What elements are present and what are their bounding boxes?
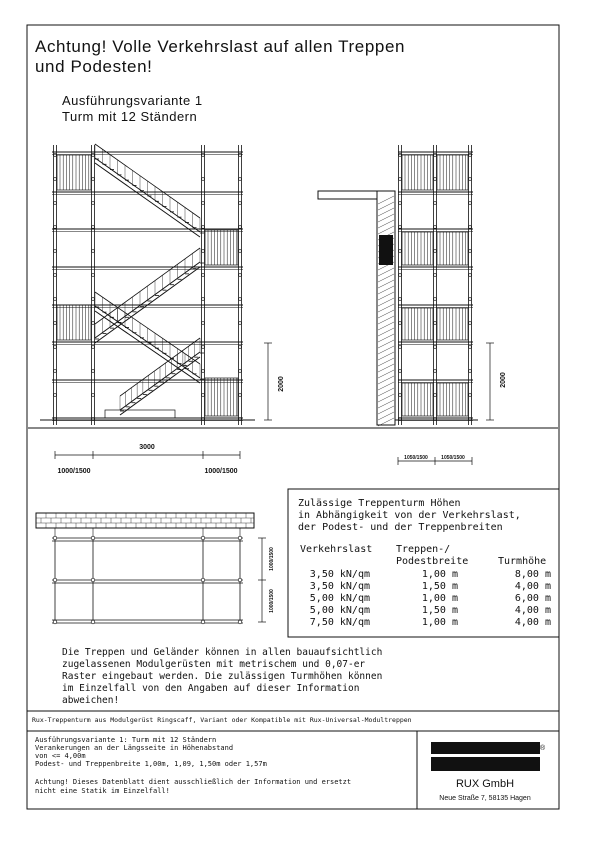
rosette	[92, 178, 95, 181]
stair-stringer	[120, 357, 200, 415]
guardrail-panel	[205, 378, 238, 416]
rosette	[202, 250, 205, 253]
rosette	[92, 370, 95, 373]
rosette	[54, 274, 57, 277]
guardrail-panel	[57, 155, 91, 190]
plan-node	[53, 536, 57, 540]
wall-opening	[379, 235, 393, 265]
plan-node	[201, 578, 205, 582]
guardrail-panel	[437, 308, 468, 340]
rosette	[202, 202, 205, 205]
guardrail-panel	[437, 155, 468, 190]
rosette	[239, 322, 242, 325]
rosette	[92, 346, 95, 349]
rosette	[434, 298, 437, 301]
rosette	[469, 226, 472, 229]
front-width-dimension	[55, 451, 240, 459]
rosette	[434, 370, 437, 373]
rosette	[434, 322, 437, 325]
rosette	[202, 226, 205, 229]
plan-node	[91, 620, 95, 624]
company-name: RUX GmbH	[455, 778, 515, 790]
plan-node	[91, 578, 95, 582]
heights-row-width: 1,00 m	[421, 617, 458, 628]
rosette	[202, 274, 205, 277]
plan-view	[36, 513, 254, 624]
plan-node	[238, 578, 242, 582]
rosette	[399, 178, 402, 181]
guardrail-panel	[402, 308, 433, 340]
building-wall	[318, 191, 395, 426]
plan-depth-label-b: 1000/1500	[269, 547, 275, 571]
heights-row-height: 8,00 m	[514, 569, 551, 580]
footer-note-line: Verankerungen an der Längsseite in Höhenabstand	[35, 744, 234, 752]
variant-title-line2: Turm mit 12 Ständern	[62, 109, 198, 124]
rosette	[434, 346, 437, 349]
info-text-line: abweichen!	[62, 695, 120, 706]
company-address: Neue Straße 7, 58135 Hagen	[439, 795, 531, 802]
rosette	[239, 370, 242, 373]
rosette	[54, 250, 57, 253]
heights-row-height: 4,00 m	[514, 581, 551, 592]
footer-note-line: von <= 4,00m	[35, 752, 86, 760]
footer-disclaimer-line: nicht eine Statik im Einzelfall!	[35, 787, 170, 795]
heights-col-width-header-line2: Podestbreite	[396, 556, 469, 567]
rosette	[92, 250, 95, 253]
rosette	[239, 226, 242, 229]
landing-deck	[105, 410, 175, 418]
rosette	[469, 202, 472, 205]
heights-row-height: 6,00 m	[514, 593, 551, 604]
rosette	[434, 250, 437, 253]
rosette	[434, 202, 437, 205]
rosette	[399, 226, 402, 229]
heights-row-load: 5,00 kN/qm	[309, 593, 370, 604]
rosette	[239, 274, 242, 277]
rosette	[399, 250, 402, 253]
heights-box-title-line2: in Abhängigkeit von der Verkehrslast,	[298, 510, 521, 521]
rosette	[202, 370, 205, 373]
warning-title-line1: Achtung! Volle Verkehrslast auf allen Treppen	[35, 37, 406, 56]
rosette	[202, 154, 205, 157]
side-height-dimension	[486, 343, 494, 420]
heights-row-load: 5,00 kN/qm	[309, 605, 370, 616]
rosette	[239, 394, 242, 397]
rosette	[92, 154, 95, 157]
rosette	[54, 322, 57, 325]
heights-col-width-header-line1: Treppen-/	[396, 544, 451, 555]
rosette	[92, 226, 95, 229]
rosette	[202, 178, 205, 181]
side-left-field-label: 1050/1500	[404, 455, 428, 461]
rosette	[54, 370, 57, 373]
heights-row-width: 1,00 m	[421, 569, 458, 580]
heights-box-title-line1: Zulässige Treppenturm Höhen	[298, 498, 461, 509]
guardrail-panel	[437, 232, 468, 265]
rosette	[434, 154, 437, 157]
info-text-line: Raster eingebaut werden. Die zulässigen Turmhöhen können	[62, 671, 383, 682]
plan-height-dimension	[258, 538, 266, 622]
rosette	[54, 178, 57, 181]
heights-col-height-header: Turmhöhe	[498, 556, 547, 567]
plan-node	[53, 620, 57, 624]
plan-wall	[36, 513, 254, 528]
heights-row-load: 3,50 kN/qm	[309, 569, 370, 580]
rosette	[399, 202, 402, 205]
heights-col-load-header: Verkehrslast	[300, 544, 373, 555]
info-text-line: zugelassenen Modulgerüsten mit metrischem und 0,07-er	[62, 659, 366, 670]
rosette	[54, 298, 57, 301]
rosette	[469, 346, 472, 349]
rosette	[54, 346, 57, 349]
rosette	[92, 322, 95, 325]
rosette	[434, 274, 437, 277]
rux-logo	[345, 742, 540, 774]
rosette	[434, 178, 437, 181]
rosette	[469, 298, 472, 301]
rosette	[399, 346, 402, 349]
plan-node	[201, 536, 205, 540]
variant-title-line1: Ausführungsvariante 1	[62, 93, 203, 108]
logo-wordmark: RUX	[345, 746, 412, 774]
rosette	[399, 298, 402, 301]
plan-depth-label-a: 1000/1500	[269, 589, 275, 613]
front-elevation	[40, 144, 255, 425]
heights-box-title-line3: der Podest- und der Treppenbreiten	[298, 522, 503, 533]
side-right-field-label: 1050/1500	[441, 455, 465, 461]
guardrail-panel	[402, 232, 433, 265]
rosette	[434, 226, 437, 229]
heights-row-load: 3,50 kN/qm	[309, 581, 370, 592]
rosette	[239, 154, 242, 157]
rosette	[399, 394, 402, 397]
front-left-field-label: 1000/1500	[57, 468, 91, 475]
rosette	[469, 370, 472, 373]
rosette	[92, 394, 95, 397]
heights-row-height: 4,00 m	[514, 617, 551, 628]
rosette	[469, 274, 472, 277]
side-elevation	[395, 145, 478, 425]
rosette	[54, 202, 57, 205]
rosette	[399, 322, 402, 325]
rosette	[469, 322, 472, 325]
guardrail-panel	[57, 305, 91, 340]
guardrail-panel	[402, 155, 433, 190]
rosette	[469, 250, 472, 253]
rosette	[54, 226, 57, 229]
rosette	[92, 274, 95, 277]
footer-note-line: Podest- und Treppenbreite 1,00m, 1,09, 1,50m oder 1,57m	[35, 760, 267, 768]
heights-row-height: 4,00 m	[514, 605, 551, 616]
info-text-line: Die Treppen und Geländer können in allen bauaufsichtlich	[62, 647, 383, 658]
info-text-line: im Einzelfall von den Angaben auf dieser Information	[62, 683, 360, 694]
plan-node	[91, 536, 95, 540]
heights-row-width: 1,00 m	[421, 593, 458, 604]
rosette	[239, 346, 242, 349]
heights-row-width: 1,50 m	[421, 605, 458, 616]
heights-row-width: 1,50 m	[421, 581, 458, 592]
front-right-field-label: 1000/1500	[204, 468, 238, 475]
plan-node	[238, 620, 242, 624]
rosette	[54, 394, 57, 397]
rosette	[399, 274, 402, 277]
rosette	[202, 322, 205, 325]
rosette	[239, 250, 242, 253]
rosette	[469, 178, 472, 181]
rosette	[469, 154, 472, 157]
plan-node	[238, 536, 242, 540]
rosette	[469, 394, 472, 397]
plan-node	[53, 578, 57, 582]
rosette	[92, 202, 95, 205]
rosette	[239, 202, 242, 205]
warning-title-line2: und Podesten!	[35, 57, 153, 76]
stair-stringer	[95, 311, 200, 383]
stair-stringer	[95, 163, 200, 237]
guardrail-panel	[402, 383, 433, 416]
rosette	[399, 154, 402, 157]
logo-registered-mark: ®	[540, 745, 546, 752]
rosette	[399, 370, 402, 373]
rosette	[434, 394, 437, 397]
heights-row-load: 7,50 kN/qm	[309, 617, 370, 628]
rosette	[239, 178, 242, 181]
guardrail-panel	[205, 230, 238, 265]
front-height-dimension	[264, 343, 272, 420]
rosette	[202, 346, 205, 349]
rosette	[202, 394, 205, 397]
front-height-label: 2000	[278, 376, 285, 392]
rosette	[202, 298, 205, 301]
rosette	[239, 298, 242, 301]
side-height-label: 2000	[500, 372, 507, 388]
plan-node	[201, 620, 205, 624]
footer-disclaimer-line: Achtung! Dieses Datenblatt dient ausschließlich der Information und ersetzt	[35, 778, 352, 786]
rosette	[54, 154, 57, 157]
footer-note-line: Ausführungsvariante 1: Turm mit 12 Ständern	[35, 736, 217, 744]
front-total-width-label: 3000	[139, 444, 155, 451]
rosette	[92, 298, 95, 301]
guardrail-panel	[437, 383, 468, 416]
footer-caption: Rux-Treppenturm aus Modulgerüst Ringscaff, Variant oder Kompatible mit Rux-Universal-Modultreppen	[32, 716, 412, 724]
